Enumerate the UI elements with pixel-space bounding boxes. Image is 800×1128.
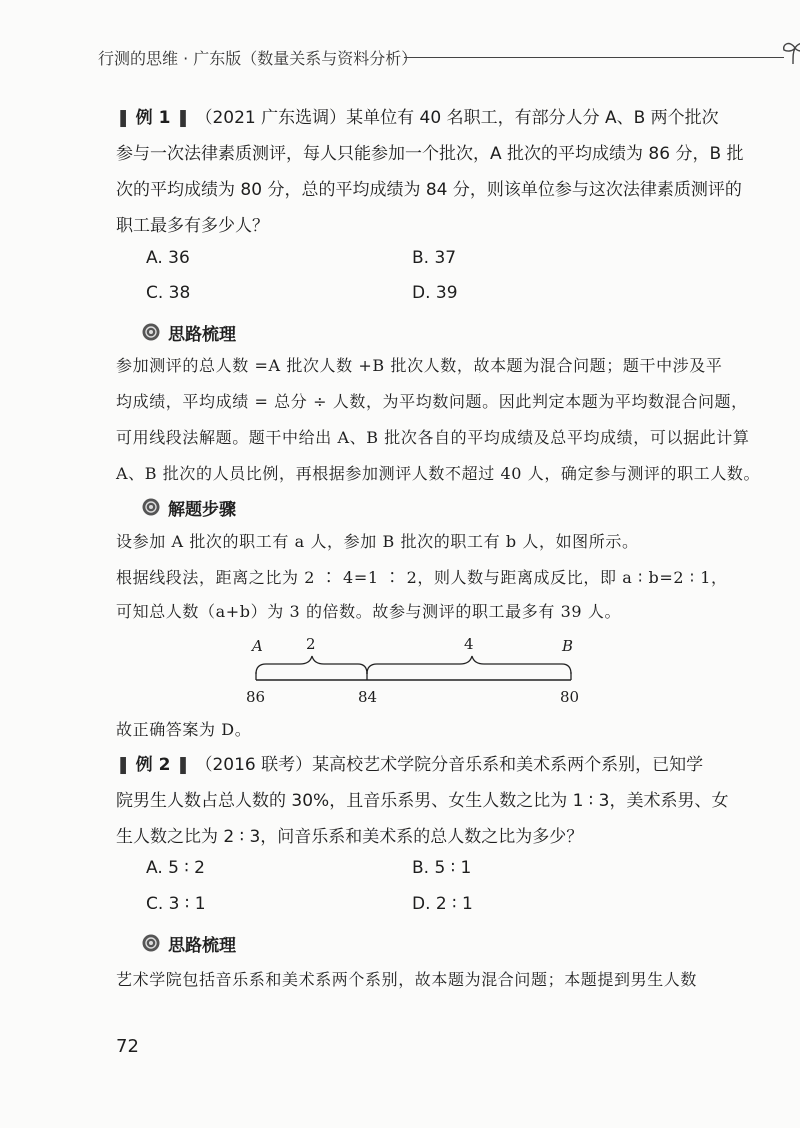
example1-steps-line-3: 可知总人数（a+b）为 3 的倍数。故参与测评的职工最多有 39 人。 <box>116 602 622 621</box>
tick-label-80: 80 <box>560 688 580 706</box>
example1-analysis-line-2: 均成绩，平均成绩 = 总分 ÷ 人数，为平均数问题。因此判定本题为平均数混合问题， <box>116 392 748 411</box>
example2-option-a: A. 5 ∶ 2 <box>146 858 206 878</box>
example2-analysis-line-1: 艺术学院包括音乐系和美术系两个系别，故本题为混合问题；本题提到男生人数 <box>116 970 698 989</box>
example1-option-c: C. 38 <box>146 283 191 303</box>
tick-label-84: 84 <box>358 688 378 706</box>
example1-line-3: 次的平均成绩为 80 分，总的平均成绩为 84 分，则该单位参与这次法律素质测评的 <box>116 180 742 200</box>
example2-line-2: 院男生人数占总人数的 30%，且音乐系男、女生人数之比为 1 ∶ 3，美术系男、女 <box>116 791 729 811</box>
example1-steps-line-1: 设参加 A 批次的职工有 a 人，参加 B 批次的职工有 b 人，如图所示。 <box>116 532 639 551</box>
example2-option-b: B. 5 ∶ 1 <box>412 858 472 878</box>
example2-question-text: （2016 联考）某高校艺术学院分音乐系和美术系两个系别，已知学 <box>195 755 704 775</box>
header-rule <box>404 57 784 58</box>
page-number: 72 <box>116 1036 139 1057</box>
analysis-title: 思路梳理 <box>168 324 236 345</box>
steps-title: 解题步骤 <box>168 499 236 520</box>
example1-question-text: （2021 广东选调）某单位有 40 名职工，有部分人分 A、B 两个批次 <box>195 108 719 128</box>
example1-steps-line-2: 根据线段法，距离之比为 2 ∶ 4=1 ∶ 2，则人数与距离成反比，即 a ∶ b=2 ∶ 1， <box>116 568 728 587</box>
analysis-title: 思路梳理 <box>168 935 236 956</box>
example1-answer: 故正确答案为 D。 <box>116 720 252 739</box>
label-a: A <box>252 637 263 655</box>
example1-line-2: 参与一次法律素质测评，每人只能参加一个批次，A 批次的平均成绩为 86 分，B 批 <box>116 144 744 164</box>
example1-option-d: D. 39 <box>412 283 458 303</box>
example1-option-a: A. 36 <box>146 248 190 268</box>
brace-left <box>256 656 367 674</box>
example-marker-right: ❚ <box>175 755 191 775</box>
sprout-icon <box>780 38 800 66</box>
example1-analysis-line-3: 可用线段法解题。题干中给出 A、B 批次各自的平均成绩及总平均成绩，可以据此计算 <box>116 428 750 447</box>
flower-badge-icon <box>142 323 160 341</box>
example-marker-left: ❚ <box>116 108 131 128</box>
example1-analysis-heading <box>142 317 236 347</box>
distance-right: 4 <box>464 635 474 653</box>
example2-line-3: 生人数之比为 2 ∶ 3，问音乐系和美术系的总人数之比为多少？ <box>116 827 584 847</box>
example2-analysis-heading <box>142 928 236 958</box>
example-marker-left: ❚ <box>116 755 131 775</box>
example1-option-b: B. 37 <box>412 248 457 268</box>
example2-line-1 <box>116 748 712 783</box>
example1-line-4: 职工最多有多少人？ <box>116 216 269 236</box>
example2-label: 例 2 <box>135 755 171 775</box>
header-title: 行测的思维 · 广东版（数量关系与资料分析） <box>98 49 418 68</box>
label-b: B <box>562 637 574 655</box>
example-marker-right: ❚ <box>175 108 191 128</box>
tick-label-86: 86 <box>246 688 266 706</box>
example2-option-d: D. 2 ∶ 1 <box>412 894 473 914</box>
example1-line-1 <box>116 101 719 136</box>
example1-analysis-line-1: 参加测评的总人数 =A 批次人数 +B 批次人数，故本题为混合问题；题干中涉及平 <box>116 356 723 375</box>
example2-option-c: C. 3 ∶ 1 <box>146 894 206 914</box>
flower-badge-icon <box>142 498 160 516</box>
running-header <box>98 36 718 76</box>
line-segment-diagram <box>240 634 600 714</box>
example1-steps-heading <box>142 492 236 522</box>
brace-right <box>367 656 571 674</box>
example1-label: 例 1 <box>135 108 171 128</box>
flower-badge-icon <box>142 934 160 952</box>
distance-left: 2 <box>306 635 316 653</box>
example1-analysis-line-4: A、B 批次的人员比例，再根据参加测评人数不超过 40 人，确定参与测评的职工人数。 <box>116 464 761 483</box>
